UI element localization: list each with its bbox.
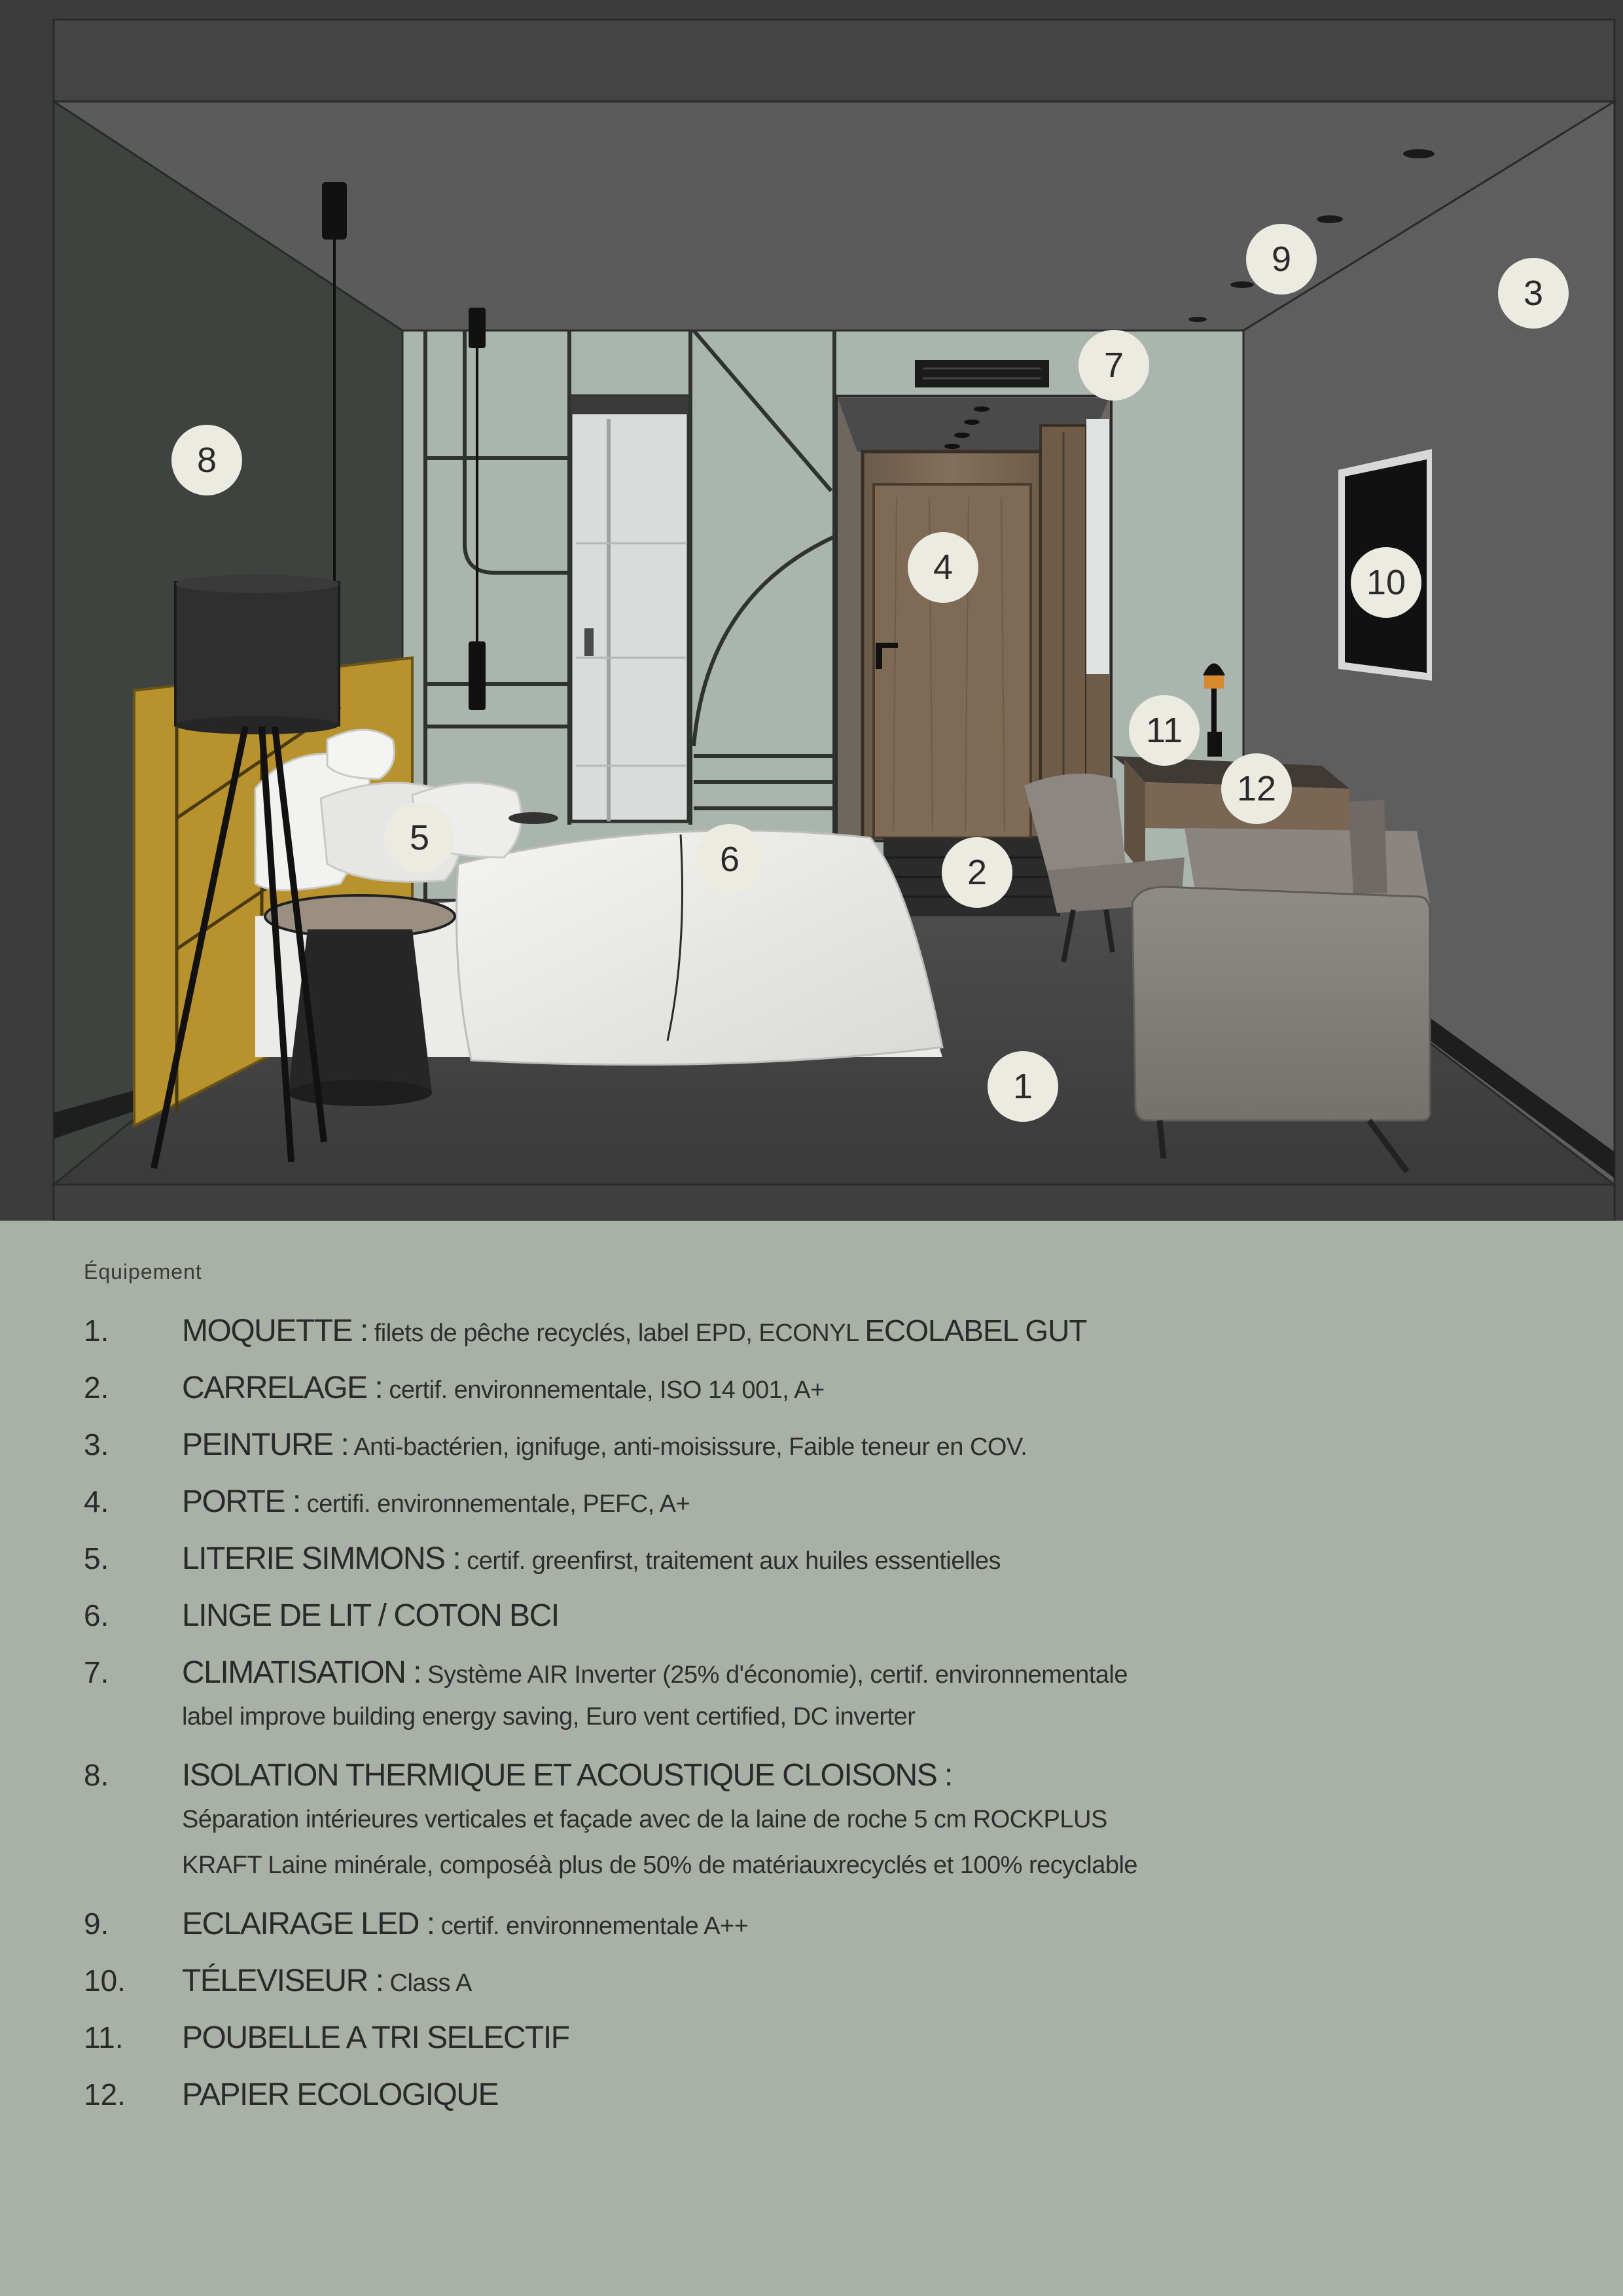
marker-4-label: 4: [933, 548, 954, 587]
floor-slab: [54, 1185, 1614, 1221]
legend-item-title: PEINTURE :: [182, 1427, 349, 1462]
legend-item-description: certifi. environnementale, PEFC, A+: [300, 1490, 690, 1518]
pendant-lamp-icon: [322, 182, 347, 240]
legend-item-line: [182, 1905, 1556, 1945]
legend-item-detail: Séparation intérieures verticales et façade avec de la laine de roche 5 cm ROCKPLUS: [182, 1806, 1107, 1833]
legend-item-number: 2.: [84, 1371, 109, 1405]
legend-heading: Équipement: [84, 1260, 202, 1283]
equipment-legend: [84, 1260, 1556, 2133]
legend-item: [84, 1369, 1556, 1409]
legend-item-line: [182, 1962, 1556, 2002]
marker-1: [988, 1051, 1058, 1122]
marker-2: [942, 837, 1012, 908]
legend-item: [84, 1757, 1556, 1888]
marker-7: [1079, 330, 1149, 401]
legend-item-description: certif. environnementale, ISO 14 001, A+: [382, 1376, 825, 1404]
marker-5-label: 5: [409, 818, 430, 857]
legend-item-title: ISOLATION THERMIQUE ET ACOUSTIQUE CLOISONS :: [182, 1758, 952, 1793]
marker-10-label: 10: [1366, 563, 1406, 602]
marker-12-label: 12: [1236, 769, 1277, 808]
floor-lamp-icon: [175, 583, 339, 725]
marker-6-label: 6: [719, 840, 740, 879]
legend-item-body: [182, 1369, 1556, 1409]
legend-item-number: 1.: [84, 1314, 109, 1348]
legend-item: [84, 2019, 1556, 2059]
marker-3: [1498, 258, 1569, 329]
legend-item-title: PAPIER ECOLOGIQUE: [182, 2077, 499, 2112]
legend-item: [84, 1483, 1556, 1523]
legend-item-detail: KRAFT Laine minérale, composéà plus de 50% de matériauxrecyclés et 100% recyclable: [182, 1852, 1138, 1879]
legend-item-line: [182, 1426, 1556, 1466]
legend-item-title: LINGE DE LIT / COTON BCI: [182, 1598, 559, 1633]
pendant-lamp-icon: [469, 308, 486, 348]
legend-item-line: [182, 1312, 1556, 1352]
downlight-icon: [1403, 149, 1435, 158]
legend-item-body: [182, 1483, 1556, 1523]
legend-item-body: [182, 1905, 1556, 1945]
air-conditioner-icon: [915, 360, 1049, 387]
legend-item: [84, 1597, 1556, 1637]
legend-item-number: 9.: [84, 1907, 109, 1941]
legend-item-body: [182, 2019, 1556, 2059]
legend-item: [84, 1905, 1556, 1945]
sofa: [1132, 887, 1430, 1121]
legend-item-number: 8.: [84, 1758, 109, 1792]
legend-item-line: [182, 2076, 1556, 2116]
marker-9-label: 9: [1271, 240, 1292, 279]
legend-item-title: TÉLEVISEUR :: [182, 1964, 383, 1998]
legend-item-body: [182, 1654, 1556, 1740]
bottle-icon: [584, 628, 594, 656]
legend-item: [84, 1426, 1556, 1466]
legend-item-body: [182, 1962, 1556, 2002]
marker-2-label: 2: [967, 853, 988, 892]
pendant-lamp-icon: [469, 641, 486, 710]
legend-item-line: [182, 1757, 1556, 1797]
marker-9: [1246, 224, 1317, 295]
legend-item-number: 12.: [84, 2077, 126, 2111]
legend-item: [84, 1654, 1556, 1740]
legend-item-body: [182, 2076, 1556, 2116]
legend-item-title: ECLAIRAGE LED :: [182, 1907, 435, 1941]
legend-item-title: LITERIE SIMMONS :: [182, 1541, 461, 1576]
marker-7-label: 7: [1103, 346, 1124, 385]
legend-item-line: [182, 2019, 1556, 2059]
downlight-icon: [1188, 317, 1207, 322]
legend-item-title: MOQUETTE :: [182, 1314, 368, 1348]
side-table: [508, 812, 558, 824]
legend-item-description: certif. environnementale A++: [434, 1912, 749, 1940]
legend-item-title: CLIMATISATION :: [182, 1655, 421, 1690]
legend-item-label: ECOLABEL GUT: [865, 1314, 1087, 1348]
legend-item-line: [182, 1654, 1556, 1694]
legend-item-description: certif. greenfirst, traitement aux huiles essentielles: [460, 1547, 1001, 1575]
legend-item-body: [182, 1757, 1556, 1888]
marker-3-label: 3: [1523, 274, 1544, 313]
legend-item: [84, 1962, 1556, 2002]
legend-item-number: 7.: [84, 1655, 109, 1689]
marker-1-label: 1: [1012, 1067, 1033, 1106]
legend-item-line: [182, 1369, 1556, 1409]
mirror: [1086, 419, 1109, 674]
ceiling-slab: [54, 20, 1614, 101]
legend-item-number: 3.: [84, 1427, 109, 1462]
legend-item-title: POUBELLE A TRI SELECTIF: [182, 2020, 569, 2055]
legend-item-line: [182, 1483, 1556, 1523]
legend-item-number: 4.: [84, 1484, 109, 1518]
pillow: [327, 730, 395, 779]
downlight-icon: [1317, 215, 1343, 223]
legend-item: [84, 1312, 1556, 1352]
bathroom-glass: [571, 396, 688, 821]
cushion: [1348, 800, 1387, 893]
legend-item-description: Anti-bactérien, ignifuge, anti-moisissure, Faible teneur en COV.: [348, 1433, 1027, 1461]
legend-item-line: [182, 1597, 1556, 1637]
bathroom-header: [571, 396, 688, 414]
legend-item-title: PORTE :: [182, 1484, 300, 1519]
legend-item-body: [182, 1597, 1556, 1637]
legend-item: [84, 1540, 1556, 1580]
legend-item-title: CARRELAGE :: [182, 1371, 383, 1405]
legend-item: [84, 2076, 1556, 2116]
legend-item-description: Système AIR Inverter (25% d'économie), certif. environnementale: [421, 1661, 1128, 1689]
marker-11: [1129, 695, 1200, 766]
marker-11-label: 11: [1145, 711, 1183, 750]
legend-item-line: [182, 1540, 1556, 1580]
marker-8: [171, 425, 242, 495]
marker-10: [1351, 547, 1421, 618]
legend-item-detail: label improve building energy saving, Euro vent certified, DC inverter: [182, 1703, 916, 1731]
legend-item-body: [182, 1540, 1556, 1580]
legend-item-body: [182, 1312, 1556, 1352]
legend-item-description: filets de pêche recyclés, label EPD, ECONYL: [367, 1319, 865, 1347]
legend-item-number: 5.: [84, 1541, 109, 1575]
desk-lamp-icon: [1204, 674, 1224, 689]
marker-6: [694, 824, 765, 895]
legend-item-number: 11.: [84, 2020, 124, 2054]
legend-list: [84, 1312, 1556, 2116]
downlight-icon: [1230, 281, 1254, 288]
legend-item-body: [182, 1426, 1556, 1466]
marker-5: [384, 802, 455, 873]
marker-8-label: 8: [196, 440, 217, 480]
marker-4: [908, 532, 978, 603]
legend-item-number: 10.: [84, 1964, 126, 1998]
legend-item-number: 6.: [84, 1598, 109, 1632]
marker-12: [1221, 753, 1292, 824]
legend-item-description: Class A: [383, 1969, 472, 1997]
